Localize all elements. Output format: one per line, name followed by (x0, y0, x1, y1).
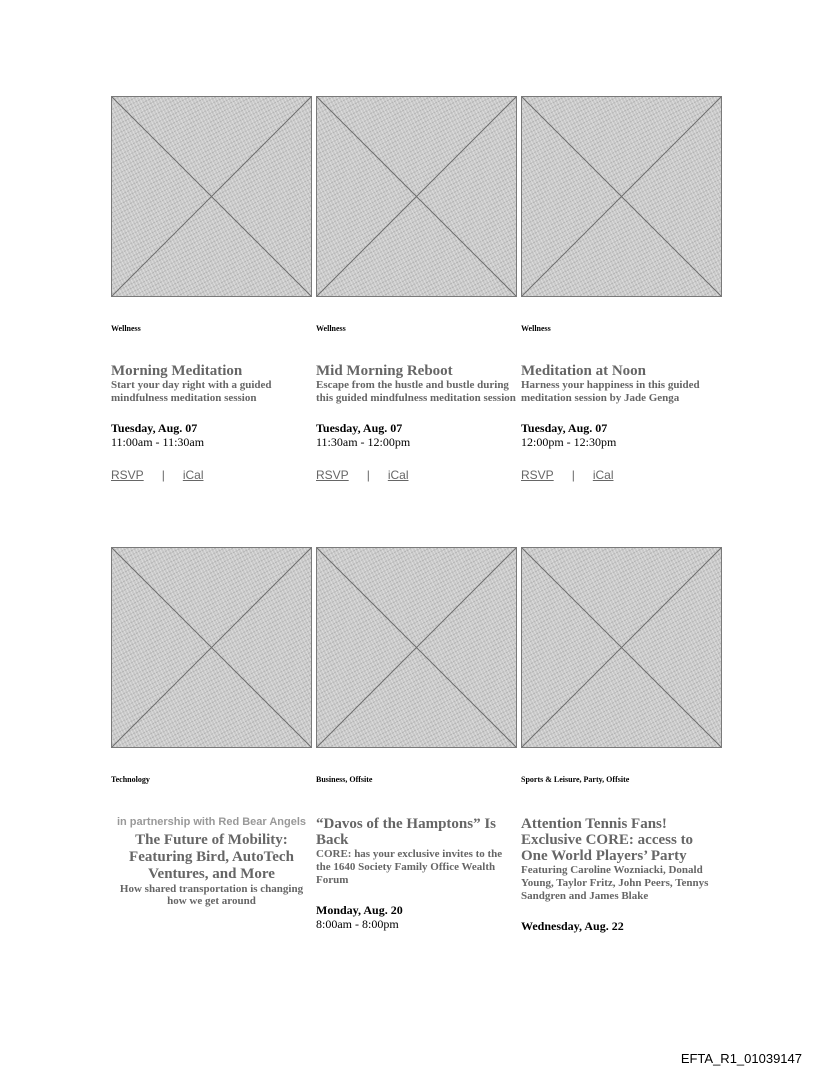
event-category: Technology (111, 775, 150, 784)
event-partner: in partnership with Red Bear Angels (116, 816, 307, 828)
event-date: Tuesday, Aug. 07 (111, 421, 198, 435)
event-description: Start your day right with a guided mindfulness meditation session (111, 379, 272, 404)
event-date: Tuesday, Aug. 07 (316, 421, 403, 435)
rsvp-link[interactable]: RSVP (521, 468, 554, 482)
event-time: 11:30am - 12:00pm (316, 435, 411, 449)
event-description: Escape from the hustle and bustle during this guided mindfulness meditation session (316, 379, 516, 404)
event-row-2 (111, 547, 722, 933)
event-title: Morning Meditation (111, 363, 243, 379)
ical-link[interactable]: iCal (592, 468, 614, 482)
event-card (316, 96, 517, 482)
event-date: Wednesday, Aug. 22 (521, 919, 624, 933)
rsvp-link[interactable]: RSVP (316, 468, 349, 482)
event-card (316, 547, 517, 933)
event-row-1 (111, 96, 722, 482)
rsvp-link[interactable]: RSVP (111, 468, 144, 482)
event-description: How shared transportation is changing how we get around (119, 883, 304, 907)
event-date: Tuesday, Aug. 07 (521, 421, 608, 435)
broken-image-placeholder-icon (111, 547, 312, 748)
event-card (521, 96, 722, 482)
link-separator: | (366, 468, 370, 482)
link-separator: | (161, 468, 165, 482)
event-category: Sports & Leisure, Party, Offsite (521, 775, 630, 784)
event-card (111, 547, 312, 933)
event-title: Mid Morning Reboot (316, 363, 453, 379)
event-time: 8:00am - 8:00pm (316, 917, 399, 931)
event-description: Featuring Caroline Wozniacki, Donald Young, Taylor Fritz, John Peers, Tennys Sandgren and James Blake (521, 864, 709, 902)
event-card (111, 96, 312, 482)
event-description: Harness your happiness in this guided meditation session by Jade Genga (521, 379, 700, 404)
event-time: 11:00am - 11:30am (111, 435, 205, 449)
event-category: Wellness (111, 324, 141, 333)
ical-link[interactable]: iCal (182, 468, 204, 482)
event-category: Business, Offsite (316, 775, 373, 784)
event-links (521, 468, 722, 482)
event-category: Wellness (521, 324, 551, 333)
broken-image-placeholder-icon (521, 547, 722, 748)
event-description: CORE: has your exclusive invites to the the 1640 Society Family Office Wealth Forum (316, 848, 503, 886)
ical-link[interactable]: iCal (387, 468, 409, 482)
event-date: Monday, Aug. 20 (316, 903, 403, 917)
event-title: The Future of Mobility: Featuring Bird, AutoTech Ventures, and More (129, 832, 294, 882)
broken-image-placeholder-icon (111, 96, 312, 297)
broken-image-placeholder-icon (521, 96, 722, 297)
event-links (111, 468, 312, 482)
link-separator: | (571, 468, 575, 482)
event-time: 12:00pm - 12:30pm (521, 435, 617, 449)
broken-image-placeholder-icon (316, 547, 517, 748)
document-id: EFTA_R1_01039147 (680, 1051, 802, 1066)
broken-image-placeholder-icon (316, 96, 517, 297)
event-card (521, 547, 722, 933)
event-title: “Davos of the Hamptons” Is Back (316, 816, 497, 848)
event-title: Attention Tennis Fans! Exclusive CORE: access to One World Players’ Party (521, 816, 694, 864)
event-title: Meditation at Noon (521, 363, 646, 379)
event-category: Wellness (316, 324, 346, 333)
event-links (316, 468, 517, 482)
